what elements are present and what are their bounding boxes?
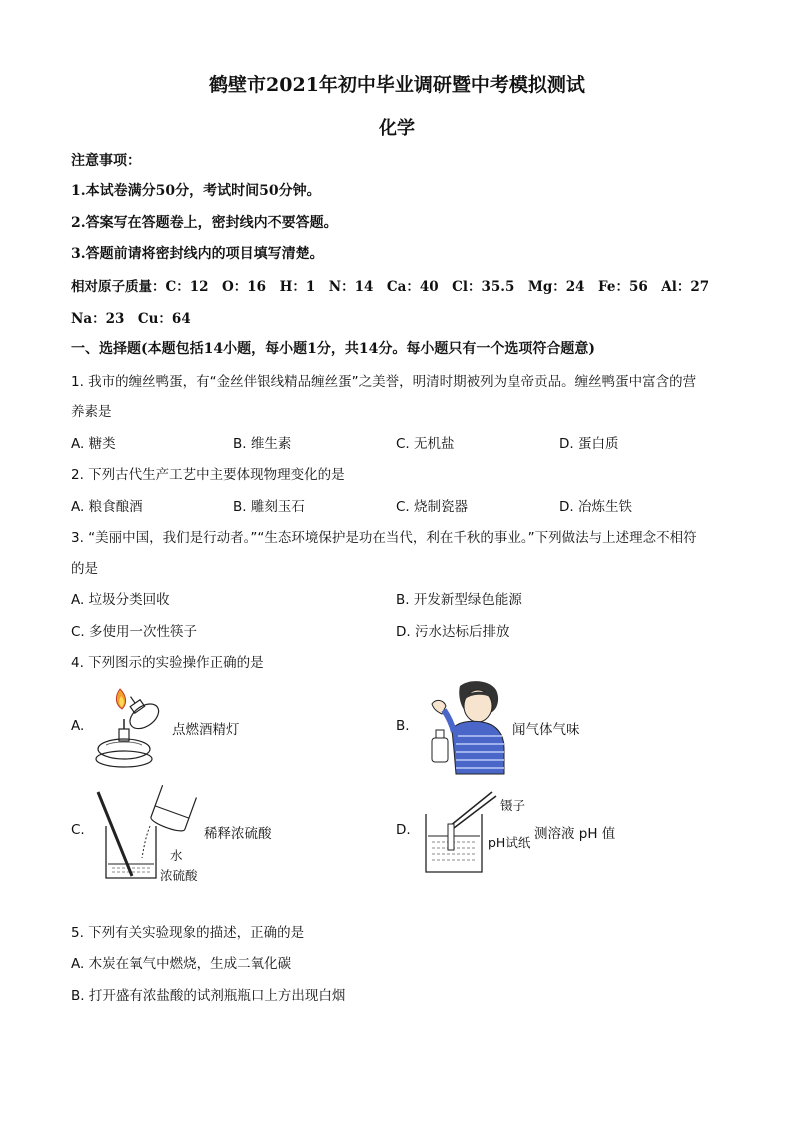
option-c: C. 无机盐 — [396, 436, 455, 452]
option-d: D. 污水达标后排放 — [396, 624, 510, 640]
subject-title: 化学 — [379, 118, 415, 139]
option-b: B. 雕刻玉石 — [233, 499, 305, 515]
option-a: A. 粮食酿酒 — [71, 499, 143, 515]
option-c: C. 烧制瓷器 — [396, 499, 469, 515]
atomic-mass-line: 相对原子质量：C：12 O：16 H：1 N：14 Ca：40 Cl：35.5 Mg：24 Fe：56 Al：27 — [71, 279, 710, 295]
question-stem: 3. “美丽中国，我们是行动者。”“生态环境保护是功在当代，利在千秋的事业。”下列做法与上述理念不相符 — [71, 530, 697, 546]
question-stem: 1. 我市的缠丝鸭蛋，有“金丝伴银线精品缠丝蛋”之美誉，明清时期被列为皇帝贡品。缠丝鸭蛋中富含的营 — [71, 374, 697, 390]
option-a: A. 糖类 — [71, 436, 116, 452]
notice-item: 3.答题前请将密封线内的项目填写清楚。 — [71, 246, 324, 262]
option-a-letter: A. — [71, 718, 85, 734]
option-b: B. 维生素 — [233, 436, 292, 452]
notice-item: 2.答案写在答题卷上，密封线内不要答题。 — [71, 215, 338, 231]
option-b: B. 开发新型绿色能源 — [396, 592, 522, 608]
question-stem: 2. 下列古代生产工艺中主要体现物理变化的是 — [71, 467, 345, 483]
question-stem: 5. 下列有关实验现象的描述，正确的是 — [71, 925, 305, 941]
option-d-caption: 测溶液 pH 值 — [534, 826, 616, 842]
option-b-caption: 闻气体气味 — [512, 722, 580, 738]
notice-heading: 注意事项： — [71, 153, 141, 169]
option-b: B. 打开盛有浓盐酸的试剂瓶瓶口上方出现白烟 — [71, 988, 346, 1004]
water-label: 水 — [170, 848, 183, 863]
question-stem: 养素是 — [71, 404, 112, 420]
tweezers-label: 镊子 — [500, 798, 526, 813]
option-a-caption: 点燃酒精灯 — [172, 722, 240, 738]
option-a: A. 垃圾分类回收 — [71, 592, 170, 608]
question-stem: 4. 下列图示的实验操作正确的是 — [71, 655, 264, 671]
option-d: D. 蛋白质 — [559, 436, 619, 452]
ph-paper-label: pH试纸 — [488, 835, 531, 850]
option-c-letter: C. — [71, 822, 85, 838]
smell-gas-figure — [426, 678, 506, 774]
acid-label: 浓硫酸 — [160, 868, 198, 883]
section-heading: 一、选择题(本题包括14小题，每小题1分，共14分。每小题只有一个选项符合题意) — [71, 341, 595, 357]
option-c-caption: 稀释浓硫酸 — [204, 826, 272, 842]
atomic-mass-line: Na：23 Cu：64 — [71, 311, 191, 327]
question-stem: 的是 — [71, 561, 98, 577]
option-d: D. 冶炼生铁 — [559, 499, 632, 515]
exam-title: 鹤壁市2021年初中毕业调研暨中考模拟测试 — [209, 74, 585, 96]
notice-item: 1.本试卷满分50分，考试时间50分钟。 — [71, 183, 321, 199]
ph-test-figure — [420, 786, 500, 876]
alcohol-lamp-figure — [92, 683, 172, 773]
option-b-letter: B. — [396, 718, 410, 734]
option-d-letter: D. — [396, 822, 411, 838]
option-c: C. 多使用一次性筷子 — [71, 624, 198, 640]
option-a: A. 木炭在氧气中燃烧，生成二氧化碳 — [71, 956, 292, 972]
